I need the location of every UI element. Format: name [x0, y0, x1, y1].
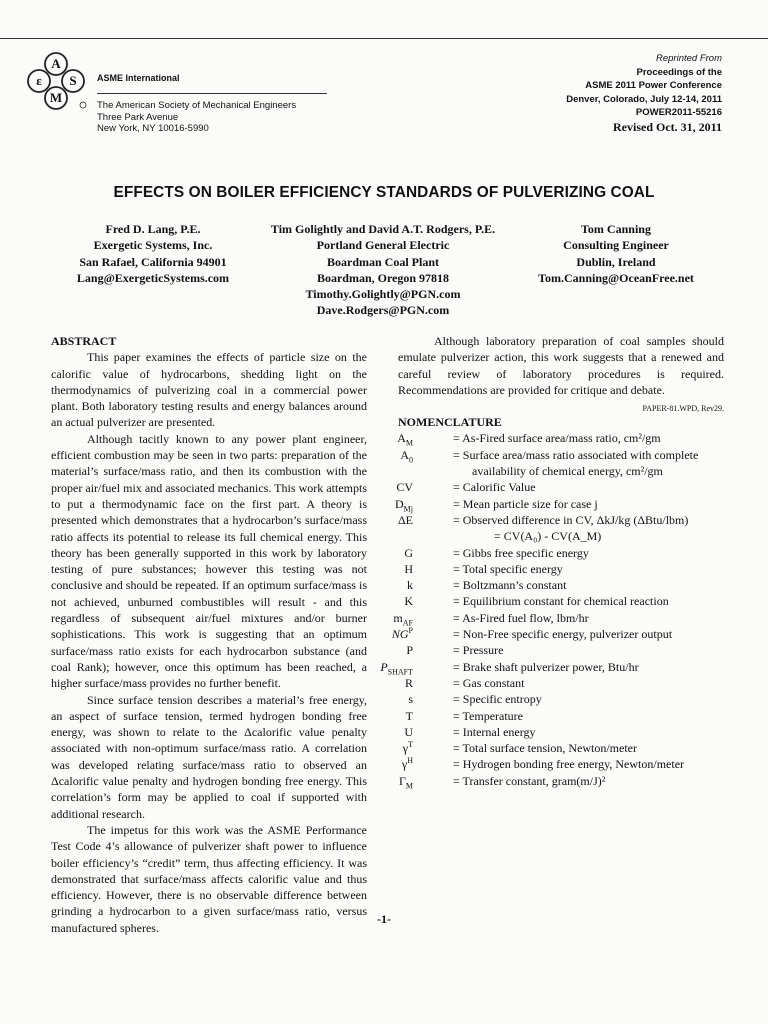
author-email-2: Dave.Rodgers@PGN.com: [316, 303, 450, 318]
nomenclature-item: [398, 430, 724, 446]
nomenclature-definition: = Temperature: [453, 708, 524, 723]
header-rule: [0, 38, 768, 39]
nomenclature-symbol: s: [408, 692, 413, 707]
nomenclature-definition: = Total surface tension, Newton/meter: [453, 741, 637, 756]
nomenclature-item: [398, 675, 724, 691]
author-org: Portland General Electric: [316, 238, 450, 253]
author-name: Tim Golightly and David A.T. Rodgers, P.E.: [270, 222, 496, 236]
nomenclature-symbol: R: [404, 675, 413, 690]
nomenclature-item: [398, 593, 724, 609]
author-block-3: [506, 221, 726, 286]
nomenclature-definition: = Observed difference in CV, ΔkJ/kg (ΔBtu/lbm): [453, 512, 689, 527]
logo-letter-top: A: [51, 56, 61, 71]
org-address: [97, 100, 296, 135]
nomenclature-symbol: $NG^P$: [391, 626, 413, 642]
nomenclature-item: [398, 773, 724, 789]
nomenclature-item: [398, 740, 724, 756]
nomenclature-symbol: $m_{AF}$: [393, 610, 413, 628]
nomenclature-definition: = Calorific Value: [453, 480, 536, 495]
abstract-paragraph-4: The impetus for this work was the ASME Performance Test Code 4’s allowance of pulverizer shaft power to influence boiler efficiency’s “credit” term, thus affecting efficiency. It was demonstrated that surface/mass affects calorific value and thus efficiency. However, there is no observable difference between grinding a hydrocarbon to a given surface/mass ratio, versus manufactured spheres.: [51, 822, 367, 935]
nomenclature-symbol: $\gamma^H$: [401, 756, 413, 772]
author-email: Tom.Canning@OceanFree.net: [538, 270, 694, 285]
abstract-heading: ABSTRACT: [51, 334, 117, 348]
reprint-line-1: Reprinted From: [656, 53, 722, 64]
author-email: Lang@ExergeticSystems.com: [76, 270, 230, 285]
nomenclature-definition: = Boltzmann’s constant: [453, 578, 567, 593]
abstract-paragraph-2: Although tacitly known to any power plant engineer, efficient combustion may be seen in two parts: preparation of the material’s surface/mass ratio, and then its combustion with the proper air/fuel mix and associated mechanics. This work attempts to put a thermodynamic face on the first part. A theory is presented which demonstrates that a hydrocarbon’s surface/mass ratio affects its potential to release its full chemical energy. This theory has been generally supported in this work by laboratory testing of pure substances; however this testing was not conclusive and should be repeated. If an optimum surface/mass is not achieved, unburned combustibles will result - and this regardless of subsequent air/fuel mixtures and/or burner sophistications. This work is suggesting that an optimum surface/mass ratio exists for each hydrocarbon substance (and coal Rank); however, once this optimum has been reached, a higher surface/mass provides no further benefit.: [51, 431, 367, 691]
nomenclature-item: [398, 512, 724, 528]
author-name: Tom Canning: [581, 222, 651, 236]
nomenclature-symbol: K: [404, 594, 413, 609]
abstract-paragraph-5: Although laboratory preparation of coal samples should emulate pulverizer action, this work suggests that a renewed and careful review of laboratory procedures is required. Recommendations are provided for critique and debate. PAPER-81.WPD, Rev29.: [398, 333, 724, 398]
nomenclature-symbol: G: [404, 545, 413, 560]
nomenclature-symbol: T: [405, 708, 413, 723]
nomenclature-definition: = Brake shaft pulverizer power, Btu/hr: [453, 659, 639, 674]
nomenclature-item: [398, 691, 724, 707]
nomenclature-definition: = Mean particle size for case j: [453, 496, 598, 511]
author-address: Dublin, Ireland: [576, 254, 656, 269]
nomenclature-item: [391, 626, 724, 642]
nomenclature-symbol: CV: [396, 480, 413, 495]
author-org: Exergetic Systems, Inc.: [93, 238, 213, 253]
nomenclature-heading: NOMENCLATURE: [398, 415, 502, 430]
nomenclature-item: [398, 561, 724, 577]
nomenclature-symbol: P: [406, 643, 413, 658]
left-column: [51, 333, 367, 936]
nomenclature-symbol: $A_M$: [397, 431, 413, 448]
author-email: Timothy.Golightly@PGN.com: [305, 287, 461, 302]
author-block-2: [238, 221, 528, 319]
nomenclature-item: [398, 642, 724, 658]
reprint-block: [422, 52, 722, 134]
asme-logo-icon: [25, 50, 87, 112]
nomenclature-definition: = Transfer constant, gram(m/J)²: [453, 773, 606, 788]
nomenclature-item: [398, 708, 724, 724]
org-rule: [97, 93, 327, 94]
nomenclature-item: [398, 577, 724, 593]
nomenclature-item: [398, 528, 724, 544]
org-name: ASME International: [97, 73, 180, 83]
nomenclature-item: [398, 724, 724, 740]
nomenclature-definition: = Pressure: [453, 643, 504, 658]
file-tag: PAPER-81.WPD, Rev29.: [642, 404, 724, 414]
org-full-name: The American Society of Mechanical Engineers: [97, 100, 297, 111]
author-block-1: [48, 221, 258, 286]
page-number: -1-: [377, 912, 391, 926]
address-line-2: New York, NY 10016-5990: [97, 123, 209, 134]
revised-date: Revised Oct. 31, 2011: [613, 119, 722, 134]
nomenclature-item: [398, 479, 724, 495]
nomenclature-definition: = Non-Free specific energy, pulverizer output: [453, 627, 673, 642]
nomenclature-item: [380, 659, 724, 677]
nomenclature-definition: = Equilibrium constant for chemical reaction: [453, 594, 669, 609]
nomenclature-definition: = As-Fired fuel flow, lbm/hr: [453, 610, 589, 625]
logo-letter-right: S: [69, 73, 77, 88]
nomenclature-list: [380, 430, 724, 791]
nomenclature-item: [398, 756, 724, 772]
nomenclature-symbol: k: [407, 578, 413, 593]
nomenclature-item: [398, 463, 724, 479]
author-address: Boardman, Oregon 97818: [316, 270, 450, 285]
nomenclature-item: [398, 447, 724, 463]
nomenclature-symbol: $A_0$: [400, 447, 413, 465]
reprint-line-3: ASME 2011 Power Conference: [585, 80, 722, 92]
reprint-line-2: Proceedings of the: [636, 66, 722, 78]
nomenclature-item: [393, 610, 724, 628]
nomenclature-definition: = Surface area/mass ratio associated with complete: [453, 447, 699, 462]
nomenclature-symbol: $P_{SHAFT}$: [380, 659, 413, 677]
logo-letter-bottom: M: [49, 90, 63, 105]
reprint-line-4: Denver, Colorado, July 12-14, 2011: [566, 93, 722, 105]
paper-number: POWER2011-55216: [635, 107, 722, 119]
author-org: Consulting Engineer: [563, 238, 669, 253]
nomenclature-definition: = CV(A₀) - CV(A_M): [494, 529, 602, 544]
right-column: [380, 333, 724, 791]
nomenclature-definition: = As-Fired surface area/mass ratio, cm²/gm: [453, 431, 661, 446]
nomenclature-symbol: U: [404, 724, 413, 739]
nomenclature-symbol: H: [404, 561, 413, 576]
nomenclature-definition: availability of chemical energy, cm²/gm: [472, 464, 663, 479]
nomenclature-definition: = Gibbs free specific energy: [453, 545, 589, 560]
nomenclature-definition: = Total specific energy: [453, 561, 563, 576]
nomenclature-definition: = Internal energy: [453, 724, 536, 739]
author-name: Fred D. Lang, P.E.: [105, 222, 201, 236]
author-plant: Boardman Coal Plant: [326, 254, 439, 269]
nomenclature-symbol: $\Gamma_M$: [398, 773, 413, 791]
nomenclature-definition: = Hydrogen bonding free energy, Newton/meter: [453, 757, 685, 772]
author-address: San Rafael, California 94901: [79, 254, 227, 269]
nomenclature-symbol: ΔE: [397, 512, 413, 527]
nomenclature-definition: = Gas constant: [453, 675, 525, 690]
nomenclature-definition: = Specific entropy: [453, 692, 542, 707]
abstract-paragraph-1: This paper examines the effects of particle size on the calorific value of hydrocarbons, shedding light on the thermodynamics of pulverizing coal in a commercial power plant. Both laboratory testing results and energy balances around an actual pulverizer are presented.: [51, 350, 367, 430]
abstract-paragraph-3: Since surface tension describes a material’s free energy, an aspect of surface tension, termed hydrogen bonding free energy, was shown to relate to the Δcalorific value penalty associated with non-optimum surface/mass ratio. A correlation was developed relating surface/mass ratio to observed an Δcalorific value penalty and hydrogen bonding free energy. This correlation’s form may be applied to coal if supported with additional research.: [51, 692, 367, 821]
logo-letter-left: ε: [36, 73, 42, 88]
nomenclature-item: [394, 496, 724, 514]
nomenclature-symbol: $\gamma^T$: [402, 740, 413, 756]
nomenclature-item: [398, 545, 724, 561]
paper-title: EFFECTS ON BOILER EFFICIENCY STANDARDS OF PULVERIZING COAL: [113, 184, 655, 201]
address-line-1: Three Park Avenue: [97, 111, 179, 123]
nomenclature-symbol: $D_{Mj}$: [394, 496, 413, 514]
